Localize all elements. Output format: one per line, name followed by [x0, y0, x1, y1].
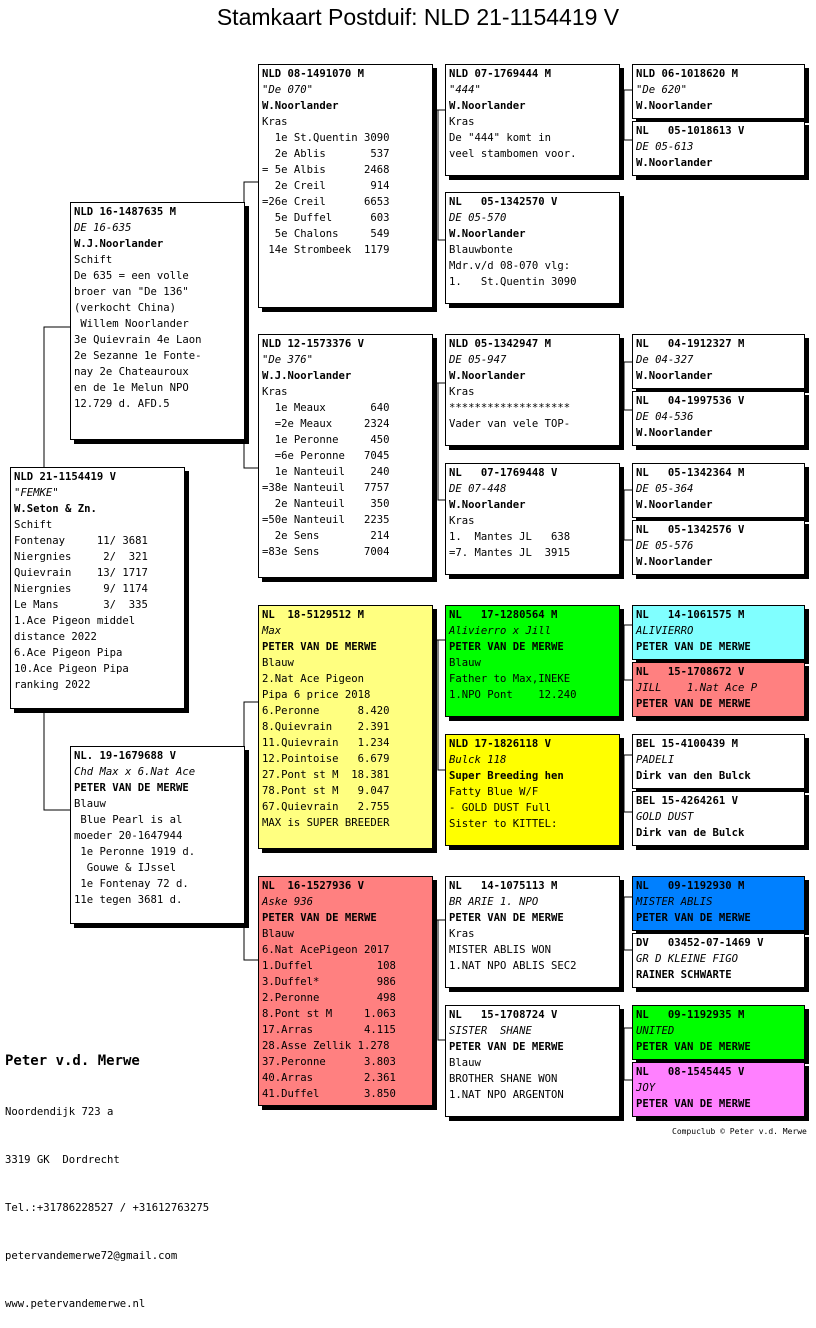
card-line: W.Noorlander — [636, 100, 713, 112]
pigeon-name: Chd Max x 6.Nat Ace — [74, 766, 196, 778]
pigeon-card-g11 — [632, 876, 805, 931]
pigeon-name: "De 376" — [262, 354, 314, 366]
ring-number: NL 16-1527936 V — [262, 880, 365, 892]
card-line: 12.Pointoise 6.679 — [262, 753, 390, 765]
pigeon-card-mother-father — [258, 605, 433, 849]
ring-number: NL 14-1075113 M — [449, 880, 558, 892]
card-line: 14e Strombeek 1179 — [262, 244, 390, 256]
card-line: Kras — [262, 386, 288, 398]
pigeon-name: SISTER SHANE — [449, 1025, 532, 1037]
card-line: 41.Duffel 3.850 — [262, 1088, 396, 1100]
ring-number: NLD 07-1769444 M — [449, 68, 552, 80]
pigeon-card-mff — [445, 605, 620, 717]
card-line: nay 2e Chateauroux — [74, 366, 189, 378]
pigeon-card-g14 — [632, 1062, 805, 1117]
card-line: 1.NAT NPO ARGENTON — [449, 1089, 564, 1101]
card-line: ******************* — [449, 402, 571, 414]
pigeon-name: GOLD DUST — [636, 811, 694, 823]
pigeon-card-g12 — [632, 933, 805, 988]
pigeon-card-g13 — [632, 1005, 805, 1060]
pigeon-name: DE 05-613 — [636, 141, 694, 153]
card-line: 1e Fontenay 72 d. — [74, 878, 189, 890]
pigeon-name: "FEMKE" — [14, 487, 59, 499]
card-line: 1. St.Quentin 3090 — [449, 276, 577, 288]
card-line: RAINER SCHWARTE — [636, 969, 732, 981]
card-line: Kras — [449, 116, 475, 128]
card-line: PETER VAN DE MERWE — [449, 1041, 564, 1053]
card-line: Blauw — [262, 657, 294, 669]
card-line: 2e Sens 214 — [262, 530, 390, 542]
ring-number: NL 17-1280564 M — [449, 609, 558, 621]
card-line: W.Noorlander — [636, 556, 713, 568]
pigeon-name: DE 07-448 — [449, 483, 507, 495]
card-line: De "444" komt in — [449, 132, 552, 144]
pigeon-name: GR D KLEINE FIGO — [636, 953, 739, 965]
pigeon-name: DE 05-947 — [449, 354, 507, 366]
pigeon-name: DE 05-576 — [636, 540, 694, 552]
card-line: Fatty Blue W/F — [449, 786, 539, 798]
pigeon-card-mmm — [445, 1005, 620, 1117]
card-line: 6.Peronne 8.420 — [262, 705, 390, 717]
ring-number: NLD 06-1018620 M — [636, 68, 739, 80]
card-line: 1. Mantes JL 638 — [449, 531, 571, 543]
pigeon-name: ALIVIERRO — [636, 625, 694, 637]
card-line: 12.729 d. AFD.5 — [74, 398, 170, 410]
ring-number: NL 05-1342570 V — [449, 196, 558, 208]
card-line: W.Noorlander — [636, 427, 713, 439]
ring-number: NL 09-1192930 M — [636, 880, 745, 892]
card-line: 1.Duffel 108 — [262, 960, 396, 972]
card-line: Kras — [262, 116, 288, 128]
card-line: 2.Peronne 498 — [262, 992, 396, 1004]
card-line: veel stambomen voor. — [449, 148, 577, 160]
pigeon-name: PADELI — [636, 754, 675, 766]
pigeon-name: JILL 1.Nat Ace P — [636, 682, 758, 694]
card-line: Willem Noorlander — [74, 318, 189, 330]
ring-number: NL 08-1545445 V — [636, 1066, 745, 1078]
ring-number: NL 15-1708672 V — [636, 666, 745, 678]
card-line: Schift — [74, 254, 113, 266]
card-line: Niergnies 9/ 1174 — [14, 583, 148, 595]
pigeon-card-fmf — [445, 334, 620, 446]
card-line: - GOLD DUST Full — [449, 802, 552, 814]
card-line: 8.Quievrain 2.391 — [262, 721, 390, 733]
card-line: W.J.Noorlander — [262, 370, 352, 382]
card-line: Mdr.v/d 08-070 vlg: — [449, 260, 571, 272]
card-line: W.Seton & Zn. — [14, 503, 97, 515]
pigeon-name: UNITED — [636, 1025, 675, 1037]
card-line: W.Noorlander — [636, 157, 713, 169]
card-line: MAX is SUPER BREEDER — [262, 817, 390, 829]
card-line: 10.Ace Pigeon Pipa — [14, 663, 129, 675]
card-line: 2e Ablis 537 — [262, 148, 390, 160]
pigeon-name: DE 05-570 — [449, 212, 507, 224]
card-line: PETER VAN DE MERWE — [449, 912, 564, 924]
card-line: 11.Quievrain 1.234 — [262, 737, 390, 749]
pigeon-card-g4 — [632, 391, 805, 446]
card-line: Kras — [449, 386, 475, 398]
card-line: PETER VAN DE MERWE — [636, 1098, 751, 1110]
pigeon-card-g8 — [632, 662, 805, 717]
card-line: Blue Pearl is al — [74, 814, 183, 826]
ring-number: NL 05-1342576 V — [636, 524, 745, 536]
pigeon-card-g5 — [632, 463, 805, 518]
card-line: Dirk van den Bulck — [636, 770, 751, 782]
ring-number: NL 04-1912327 M — [636, 338, 745, 350]
ring-number: NL 14-1061575 M — [636, 609, 745, 621]
card-line: Super Breeding hen — [449, 770, 564, 782]
card-line: Schift — [14, 519, 53, 531]
card-line: PETER VAN DE MERWE — [262, 912, 377, 924]
pigeon-card-fmm — [445, 463, 620, 575]
card-line: 6.Ace Pigeon Pipa — [14, 647, 123, 659]
card-line: 78.Pont st M 9.047 — [262, 785, 390, 797]
card-line: 67.Quievrain 2.755 — [262, 801, 390, 813]
pigeon-name: De 04-327 — [636, 354, 694, 366]
ring-number: NL 04-1997536 V — [636, 395, 745, 407]
pigeon-card-g9 — [632, 734, 805, 789]
pigeon-name: Max — [262, 625, 282, 637]
card-line: 2e Nanteuil 350 — [262, 498, 390, 510]
card-line: 17.Arras 4.115 — [262, 1024, 396, 1036]
ring-number: NL. 19-1679688 V — [74, 750, 177, 762]
card-line: 3e Quievrain 4e Laon — [74, 334, 202, 346]
card-line: 2e Creil 914 — [262, 180, 390, 192]
ring-number: NLD 08-1491070 M — [262, 68, 365, 80]
ring-number: NL 15-1708724 V — [449, 1009, 558, 1021]
card-line: 1e Peronne 450 — [262, 434, 390, 446]
card-line: W.Noorlander — [449, 370, 526, 382]
pigeon-name: MISTER ABLIS — [636, 896, 713, 908]
card-line: =50e Nanteuil 2235 — [262, 514, 390, 526]
card-line: PETER VAN DE MERWE — [636, 912, 751, 924]
ring-number: NL 05-1018613 V — [636, 125, 745, 137]
card-line: BROTHER SHANE WON — [449, 1073, 558, 1085]
pigeon-card-ffm — [445, 192, 620, 304]
card-line: Pipa 6 price 2018 — [262, 689, 371, 701]
pigeon-name: BR ARIE 1. NPO — [449, 896, 539, 908]
pigeon-card-g3 — [632, 334, 805, 389]
card-line: Niergnies 2/ 321 — [14, 551, 148, 563]
pigeon-name: "De 070" — [262, 84, 314, 96]
card-line: 28.Asse Zellik 1.278 — [262, 1040, 390, 1052]
card-line: ranking 2022 — [14, 679, 91, 691]
card-line: 1e St.Quentin 3090 — [262, 132, 390, 144]
card-line: Le Mans 3/ 335 — [14, 599, 148, 611]
card-line: 1.Ace Pigeon middel — [14, 615, 136, 627]
card-line: 6.Nat AcePigeon 2017 — [262, 944, 390, 956]
pigeon-card-g6 — [632, 520, 805, 575]
pigeon-card-father-father — [258, 64, 433, 308]
pigeon-name: "De 620" — [636, 84, 688, 96]
card-line: = 5e Albis 2468 — [262, 164, 390, 176]
card-line: W.Noorlander — [636, 499, 713, 511]
card-line: 37.Peronne 3.803 — [262, 1056, 396, 1068]
owner-name: Peter v.d. Merwe — [5, 1053, 140, 1069]
card-line: PETER VAN DE MERWE — [636, 1041, 751, 1053]
card-line: Kras — [449, 928, 475, 940]
card-line: De 635 = een volle — [74, 270, 189, 282]
owner-postal-line: 3319 GK Dordrecht — [5, 1154, 120, 1166]
card-line: W.Noorlander — [449, 100, 526, 112]
page-title: Stamkaart Postduif: NLD 21-1154419 V — [216, 4, 620, 30]
footer-credit: Compuclub © Peter v.d. Merwe — [672, 1127, 807, 1136]
ring-number: NL 07-1769448 V — [449, 467, 558, 479]
card-line: 1.NAT NPO ABLIS SEC2 — [449, 960, 577, 972]
card-line: broer van "De 136" — [74, 286, 189, 298]
pigeon-card-mother-mother — [258, 876, 433, 1106]
card-line: Dirk van de Bulck — [636, 827, 745, 839]
card-line: W.Noorlander — [449, 499, 526, 511]
card-line: W.J.Noorlander — [74, 238, 164, 250]
card-line: Quievrain 13/ 1717 — [14, 567, 148, 579]
card-line: =83e Sens 7004 — [262, 546, 390, 558]
card-line: =26e Creil 6653 — [262, 196, 390, 208]
card-line: Kras — [449, 515, 475, 527]
card-line: 1e Peronne 1919 d. — [74, 846, 196, 858]
ring-number: BEL 15-4100439 M — [636, 738, 739, 750]
owner-contact-block — [5, 1018, 209, 1328]
card-line: W.Noorlander — [262, 100, 339, 112]
card-line: Gouwe & IJssel — [74, 862, 177, 874]
card-line: 1e Meaux 640 — [262, 402, 390, 414]
card-line: =7. Mantes JL 3915 — [449, 547, 571, 559]
card-line: Vader van vele TOP- — [449, 418, 571, 430]
ring-number: NL 05-1342364 M — [636, 467, 745, 479]
card-line: Blauw — [449, 657, 481, 669]
card-line: (verkocht China) — [74, 302, 177, 314]
ring-number: NLD 16-1487635 M — [74, 206, 177, 218]
pigeon-card-g2 — [632, 121, 805, 176]
ring-number: NL 18-5129512 M — [262, 609, 365, 621]
pigeon-name: JOY — [636, 1082, 656, 1094]
card-line: Father to Max,INEKE — [449, 673, 571, 685]
pigeon-name: Aske 936 — [262, 896, 314, 908]
pigeon-name: "444" — [449, 84, 481, 96]
ring-number: DV 03452-07-1469 V — [636, 937, 764, 949]
card-line: distance 2022 — [14, 631, 97, 643]
card-line: PETER VAN DE MERWE — [74, 782, 189, 794]
pigeon-card-g10 — [632, 791, 805, 846]
pigeon-name: Alivierro x Jill — [449, 625, 552, 637]
card-line: en de 1e Melun NPO — [74, 382, 189, 394]
pigeon-name: Bulck 118 — [449, 754, 507, 766]
card-line: =38e Nanteuil 7757 — [262, 482, 390, 494]
pigeon-card-subject — [10, 467, 185, 709]
card-line: MISTER ABLIS WON — [449, 944, 552, 956]
card-line: 5e Duffel 603 — [262, 212, 390, 224]
pigeon-card-mmf — [445, 876, 620, 988]
card-line: moeder 20-1647944 — [74, 830, 183, 842]
pigeon-name: DE 05-364 — [636, 483, 694, 495]
card-line: =6e Peronne 7045 — [262, 450, 390, 462]
card-line: Sister to KITTEL: — [449, 818, 558, 830]
card-line: W.Noorlander — [449, 228, 526, 240]
card-line: PETER VAN DE MERWE — [262, 641, 377, 653]
card-line: Blauw — [449, 1057, 481, 1069]
ring-number: NLD 05-1342947 M — [449, 338, 552, 350]
owner-address-line: Noordendijk 723 a — [5, 1106, 114, 1118]
card-line: Blauw — [262, 928, 294, 940]
card-line: 11e tegen 3681 d. — [74, 894, 183, 906]
card-line: 2.Nat Ace Pigeon — [262, 673, 365, 685]
owner-email-link[interactable]: petervandemerwe72@gmail.com — [5, 1250, 178, 1262]
pigeon-name: DE 16-635 — [74, 222, 132, 234]
card-line: Blauw — [74, 798, 106, 810]
card-line: 27.Pont st M 18.381 — [262, 769, 390, 781]
pigeon-card-mfm — [445, 734, 620, 846]
pigeon-card-father-mother — [258, 334, 433, 578]
pigeon-card-g1 — [632, 64, 805, 119]
pigeon-card-mother — [70, 746, 245, 924]
ring-number: BEL 15-4264261 V — [636, 795, 739, 807]
card-line: 40.Arras 2.361 — [262, 1072, 396, 1084]
owner-website-link[interactable]: www.petervandemerwe.nl — [5, 1298, 146, 1310]
card-line: 8.Pont st M 1.063 — [262, 1008, 396, 1020]
card-line: 5e Chalons 549 — [262, 228, 390, 240]
ring-number: NLD 12-1573376 V — [262, 338, 365, 350]
card-line: W.Noorlander — [636, 370, 713, 382]
card-line: PETER VAN DE MERWE — [636, 641, 751, 653]
pigeon-name: DE 04-536 — [636, 411, 694, 423]
card-line: PETER VAN DE MERWE — [636, 698, 751, 710]
pigeon-card-father — [70, 202, 245, 440]
ring-number: NLD 21-1154419 V — [14, 471, 117, 483]
ring-number: NL 09-1192935 M — [636, 1009, 745, 1021]
card-line: 3.Duffel* 986 — [262, 976, 396, 988]
card-line: 1e Nanteuil 240 — [262, 466, 390, 478]
card-line: =2e Meaux 2324 — [262, 418, 390, 430]
card-line: Blauwbonte — [449, 244, 513, 256]
card-line: PETER VAN DE MERWE — [449, 641, 564, 653]
card-line: 1.NPO Pont 12.240 — [449, 689, 577, 701]
card-line: Fontenay 11/ 3681 — [14, 535, 148, 547]
pigeon-card-g7 — [632, 605, 805, 660]
owner-phone: Tel.:+31786228527 / +31612763275 — [5, 1202, 210, 1214]
card-line: 2e Sezanne 1e Fonte- — [74, 350, 202, 362]
pigeon-card-fff — [445, 64, 620, 176]
ring-number: NLD 17-1826118 V — [449, 738, 552, 750]
